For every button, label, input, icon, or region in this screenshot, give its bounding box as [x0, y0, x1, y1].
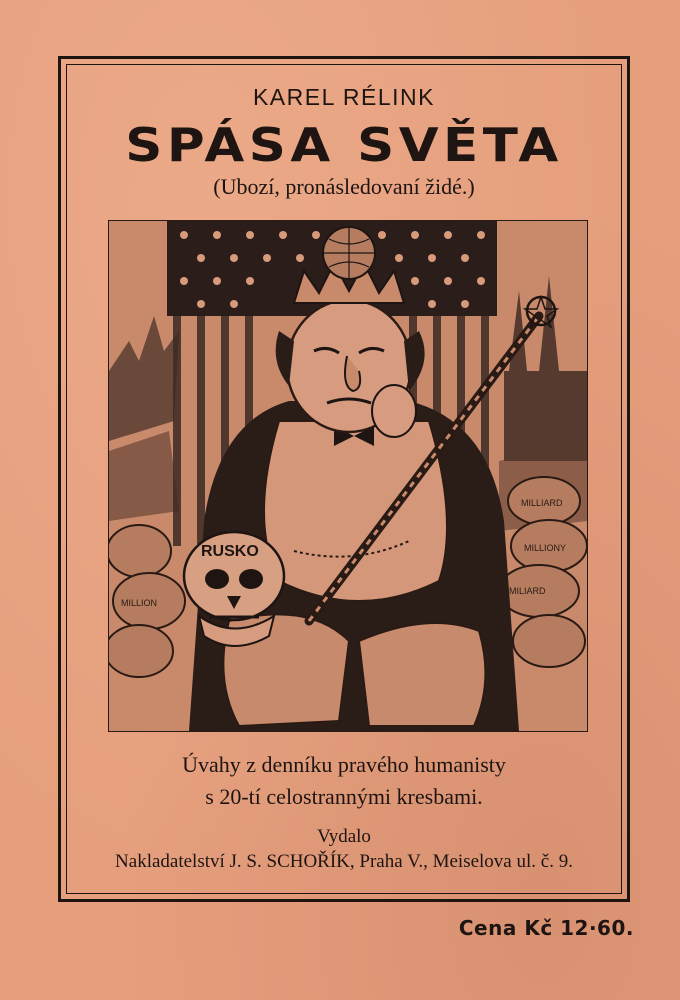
- description-line-2: s 20-tí celostrannými kresbami.: [205, 784, 483, 809]
- cover-illustration: [108, 220, 588, 732]
- description-line-1: Úvahy z denníku pravého humanisty: [182, 752, 506, 777]
- bag-label: MILIARD: [509, 586, 546, 596]
- figure-shirt: [264, 421, 447, 601]
- skull-label: RUSKO: [201, 543, 259, 560]
- figure-leg-right: [359, 623, 485, 726]
- book-subtitle: (Ubozí, pronásledovaní židé.): [213, 174, 475, 199]
- bag-label: MILLION: [121, 598, 158, 608]
- book-title: SPÁSA SVĚTA: [125, 118, 563, 172]
- illustration-drawing: [109, 221, 587, 731]
- price-label: Cena Kč 12·60.: [458, 916, 634, 940]
- publisher-name: Nakladatelství J. S. SCHOŘÍK, Praha V., Meiselova ul. č. 9.: [115, 851, 573, 872]
- hand-chin: [372, 385, 416, 437]
- bag-label: MILLIONY: [524, 543, 567, 553]
- author-name: KAREL RÉLINK: [252, 84, 436, 110]
- bag-label: MILLIARD: [521, 498, 563, 508]
- publisher-label: Vydalo: [317, 826, 371, 847]
